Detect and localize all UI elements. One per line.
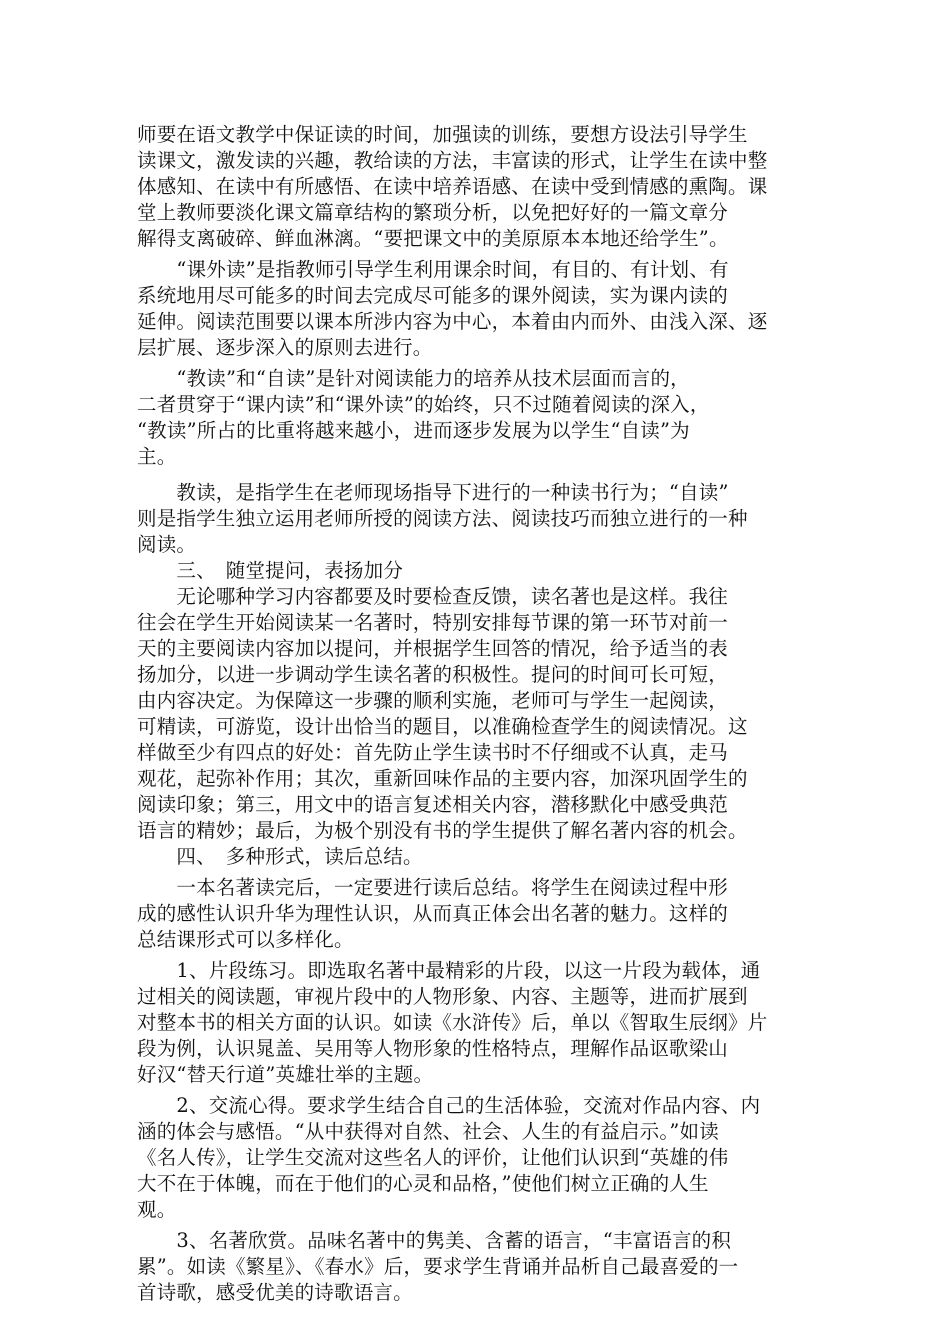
text-line: 读课文，激发读的兴趣，教给读的方法，丰富读的形式，让学生在读中整: [137, 149, 768, 172]
text-line: “教读”所占的比重将越来越小，进而逐步发展为以学生“自读”为: [137, 419, 690, 442]
text-line: 观。: [137, 1198, 177, 1221]
document-body: [137, 122, 817, 1306]
text-line: 涵的体会与感悟。“从中获得对自然、社会、人生的有益启示。”如读: [137, 1120, 719, 1143]
text-line: 阅读。: [137, 533, 197, 556]
text-line: 则是指学生独立运用老师所授的阅读方法、阅读技巧而独立进行的一种: [137, 507, 748, 530]
text-line: 语言的精妙；最后，为极个别没有书的学生提供了解名著内容的机会。: [137, 819, 748, 842]
text-line: 好汉“替天行道”英雄壮举的主题。: [137, 1063, 434, 1086]
text-line: 2、交流心得。要求学生结合自己的生活体验，交流对作品内容、内: [137, 1094, 761, 1117]
text-line: 可精读，可游览，设计出恰当的题目，以准确检查学生的阅读情况。这: [137, 715, 748, 738]
text-line: 样做至少有四点的好处：首先防止学生读书时不仔细或不认真，走马: [137, 741, 729, 764]
text-line: 主。: [137, 445, 177, 468]
text-line: 堂上教师要淡化课文篇章结构的繁琐分析，以免把好好的一篇文章分: [137, 201, 729, 224]
text-line: 3、名著欣赏。品味名著中的隽美、含蓄的语言，“丰富语言的积: [137, 1229, 732, 1252]
section-heading: 四、 多种形式，读后总结。: [137, 845, 423, 868]
text-line: 1、片段练习。即选取名著中最精彩的片段，以这一片段为载体，通: [137, 959, 761, 982]
text-line: 段为例，认识晁盖、吴用等人物形象的性格特点，理解作品讴歌梁山: [137, 1037, 729, 1060]
text-line: “课外读”是指教师引导学生利用课余时间，有目的、有计划、有: [137, 258, 729, 281]
text-line: 总结课形式可以多样化。: [137, 928, 354, 951]
text-line: 解得支离破碎、鲜血淋漓。“要把课文中的美原原本本地还给学生”。: [137, 227, 729, 250]
text-line: 累”。如读《繁星》、《春水》后，要求学生背诵并品析自己最喜爱的一: [137, 1255, 739, 1278]
text-line: 体感知、在读中有所感悟、在读中培养语感、在读中受到情感的熏陶。课: [137, 175, 768, 198]
text-line: 延伸。阅读范围要以课本所涉内容为中心，本着由内而外、由浅入深、逐: [137, 310, 768, 333]
text-line: 往会在学生开始阅读某一名著时，特别安排每节课的第一环节对前一: [137, 611, 729, 634]
text-line: 首诗歌，感受优美的诗歌语言。: [137, 1281, 413, 1304]
text-line: 天的主要阅读内容加以提问，并根据学生回答的情况，给予适当的表: [137, 637, 729, 660]
text-line: 系统地用尽可能多的时间去完成尽可能多的课外阅读，实为课内读的: [137, 284, 729, 307]
text-line: 对整本书的相关方面的认识。如读《水浒传》后，单以《智取生辰纲》片: [137, 1011, 768, 1034]
text-line: “教读”和“自读”是针对阅读能力的培养从技术层面而言的，: [137, 367, 690, 390]
text-line: 扬加分，以进一步调动学生读名著的积极性。提问的时间可长可短，: [137, 663, 729, 686]
text-line: 二者贯穿于“课内读”和“课外读”的始终，只不过随着阅读的深入，: [137, 393, 710, 416]
text-line: 成的感性认识升华为理性认识，从而真正体会出名著的魅力。这样的: [137, 902, 729, 925]
text-line: 观花，起弥补作用；其次，重新回味作品的主要内容，加深巩固学生的: [137, 767, 748, 790]
text-line: 师要在语文教学中保证读的时间，加强读的训练，要想方设法引导学生: [137, 123, 748, 146]
text-line: 教读，是指学生在老师现场指导下进行的一种读书行为；“自读”: [137, 481, 729, 504]
text-line: 大不在于体魄，而在于他们的心灵和品格，”使他们树立正确的人生: [137, 1172, 709, 1195]
section-heading: 三、 随堂提问，表扬加分: [137, 559, 404, 582]
text-line: 一本名著读完后，一定要进行读后总结。将学生在阅读过程中形: [137, 876, 729, 899]
text-line: 无论哪种学习内容都要及时要检查反馈，读名著也是这样。我往: [137, 585, 729, 608]
text-line: 层扩展、逐步深入的原则去进行。: [137, 336, 433, 359]
text-line: 《名人传》，让学生交流对这些名人的评价，让他们认识到“英雄的伟: [137, 1146, 729, 1169]
text-line: 过相关的阅读题，审视片段中的人物形象、内容、主题等，进而扩展到: [137, 985, 748, 1008]
text-line: 阅读印象；第三，用文中的语言复述相关内容，潜移默化中感受典范: [137, 793, 729, 816]
text-line: 由内容决定。为保障这一步骤的顺利实施，老师可与学生一起阅读，: [137, 689, 729, 712]
